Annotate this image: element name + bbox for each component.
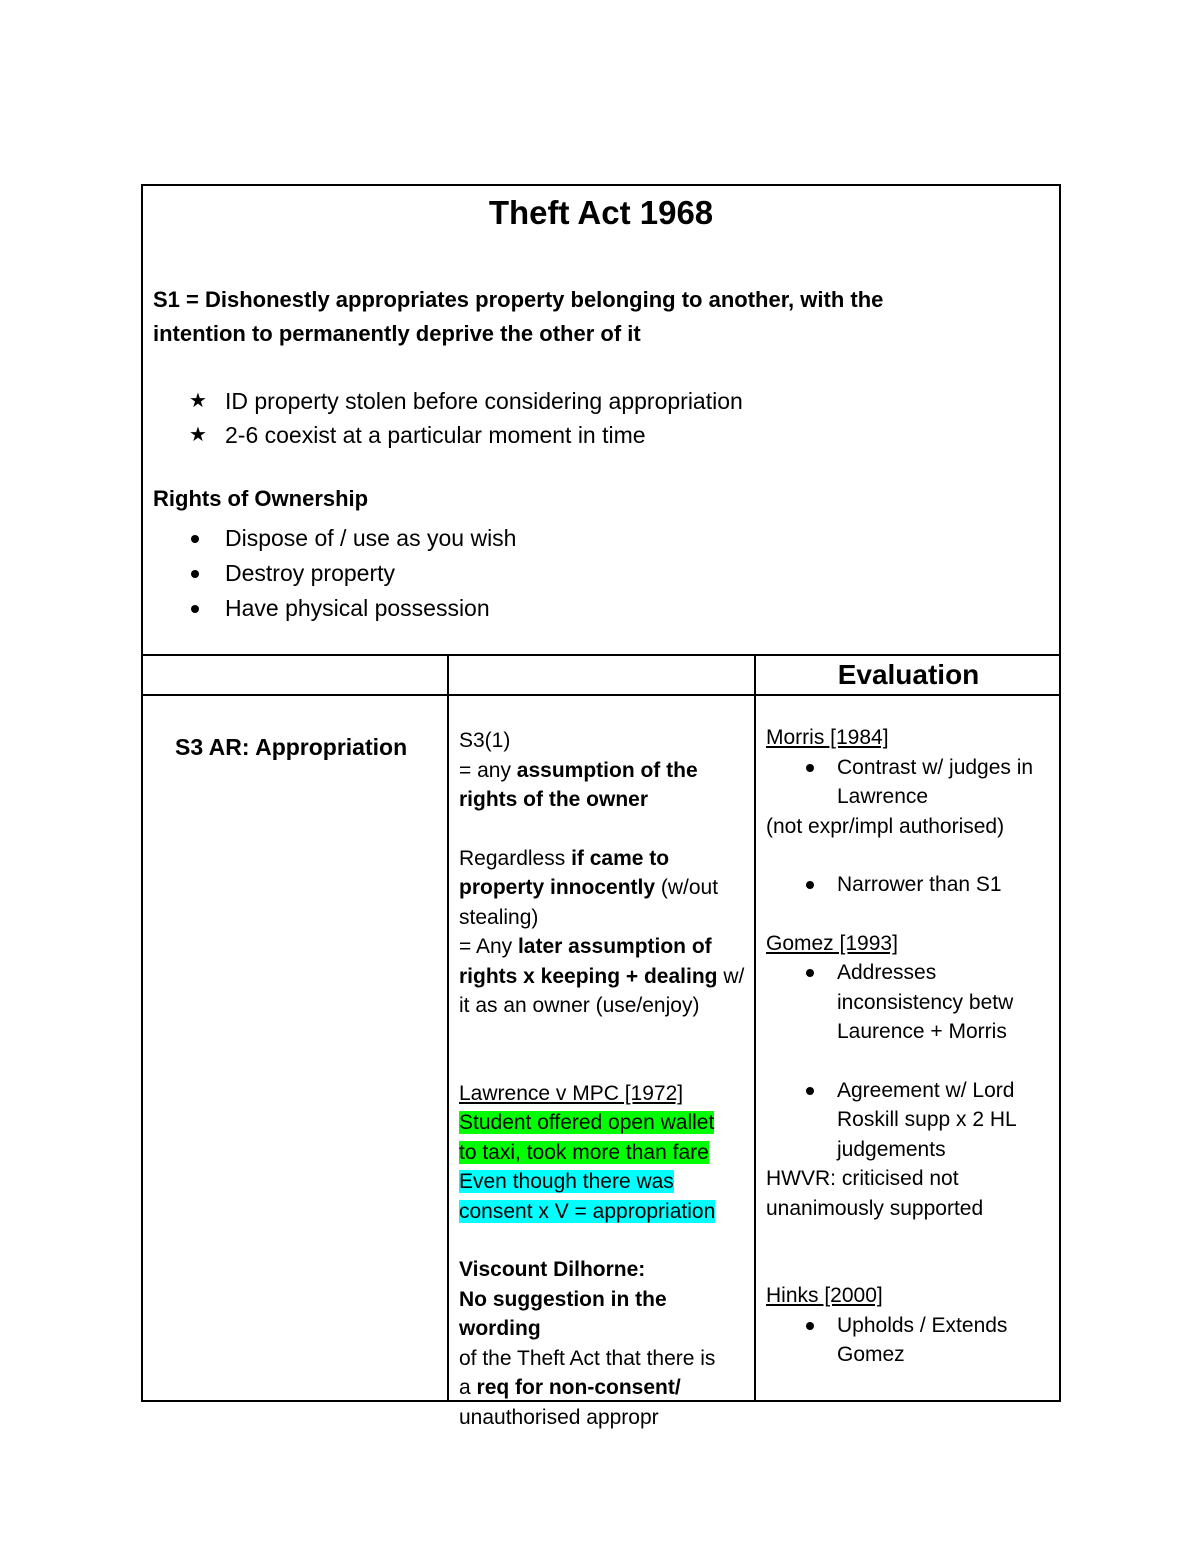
list-item <box>766 1076 1055 1165</box>
list-item-text: Have physical possession <box>225 595 490 621</box>
text-run: (w/out <box>655 876 719 899</box>
evaluation-column <box>756 696 1061 1400</box>
text-run: assumption of the <box>516 758 698 782</box>
case-citation: Morris [1984] <box>766 726 889 749</box>
list-item-text: Destroy property <box>225 560 396 586</box>
text-line <box>459 1108 748 1138</box>
bullet-icon <box>806 969 814 977</box>
bullet-icon <box>806 881 814 889</box>
list-item-text: Addresses <box>837 961 937 984</box>
text-line: rights of the owner <box>459 788 648 811</box>
text-run: = Any <box>459 935 518 958</box>
text-run: No suggestion in the <box>459 1287 667 1311</box>
star-list <box>189 384 743 452</box>
case-citation: Lawrence v MPC [1972] <box>459 1081 684 1105</box>
list-item-text: Contrast w/ judges in <box>837 755 1034 779</box>
text-line <box>459 1373 748 1403</box>
highlight-cyan: Even though there was <box>459 1170 674 1193</box>
bullet-icon <box>806 1322 814 1330</box>
list-item-text: Agreement w/ Lord <box>837 1078 1015 1102</box>
s1-line: intention to permanently deprive the other of it <box>153 321 641 346</box>
text-run: property innocently <box>459 876 656 899</box>
text-line <box>459 844 748 874</box>
list-item <box>189 418 743 452</box>
document-title: Theft Act 1968 <box>488 194 714 231</box>
text-line <box>459 932 748 962</box>
text-run: = any <box>459 758 517 782</box>
text-line: (not expr/impl authorised) <box>766 814 1005 838</box>
rights-list <box>189 521 516 626</box>
s1-line: S1 = Dishonestly appropriates property belonging to another, with the <box>153 287 884 312</box>
list-item <box>189 591 516 626</box>
bullet-icon <box>191 605 199 613</box>
bullet-icon <box>806 1087 814 1095</box>
text-line <box>459 873 748 903</box>
list-item-text: Narrower than S1 <box>837 873 1002 896</box>
list-item-text: Laurence + Morris <box>837 1020 1007 1043</box>
topic-label: S3 AR: Appropriation <box>175 734 408 760</box>
star-icon: ★ <box>189 424 207 446</box>
text-line <box>459 1285 748 1344</box>
highlight-green: Student offered open wallet <box>459 1111 715 1134</box>
list-item <box>189 521 516 556</box>
bullet-icon <box>806 764 814 772</box>
law-column <box>449 696 754 1429</box>
list-item-text: Gomez <box>837 1343 905 1366</box>
text-line: unanimously supported <box>766 1196 984 1220</box>
rights-heading: Rights of Ownership <box>153 486 369 511</box>
topic-column <box>143 696 447 1400</box>
bullet-icon <box>191 570 199 578</box>
highlight-cyan: consent x V = appropriation <box>459 1199 716 1223</box>
text-line <box>459 1167 748 1197</box>
text-run: req for non-consent/ <box>476 1376 681 1399</box>
list-item-text: Upholds / Extends <box>837 1313 1008 1337</box>
s1-definition <box>153 283 1033 351</box>
text-run: Regardless <box>459 846 572 870</box>
text-run: later assumption of <box>517 935 712 958</box>
text-line <box>459 1197 748 1227</box>
list-item-text: Roskill supp x 2 HL <box>837 1108 1017 1131</box>
list-item <box>766 958 1055 1047</box>
list-item <box>766 870 1055 900</box>
text-run: wording <box>459 1317 541 1340</box>
list-item-text: ID property stolen before considering appropriation <box>225 388 743 414</box>
text-line: of the Theft Act that there is <box>459 1346 716 1370</box>
text-line: HWVR: criticised not <box>766 1167 959 1190</box>
list-item-text: Lawrence <box>837 785 929 808</box>
text-run: w/ <box>717 964 745 988</box>
text-run: a <box>459 1376 477 1399</box>
text-line: stealing) <box>459 905 539 929</box>
list-item-text: judgements <box>837 1137 946 1161</box>
table-header-row <box>143 656 1059 696</box>
list-item-text: 2-6 coexist at a particular moment in time <box>225 422 646 448</box>
text-line: unauthorised appropr <box>459 1405 659 1429</box>
text-line <box>459 962 748 992</box>
text-run: if came to <box>571 846 670 870</box>
case-citation: Hinks [2000] <box>766 1284 883 1307</box>
bullet-icon <box>191 535 199 543</box>
evaluation-header: Evaluation <box>837 659 980 690</box>
notes-table <box>141 184 1061 1429</box>
text-line <box>459 1138 748 1168</box>
highlight-green: to taxi, took more than fare <box>459 1140 709 1164</box>
text-line <box>459 756 748 786</box>
case-citation: Gomez [1993] <box>766 931 898 955</box>
intro-cell <box>143 186 1059 656</box>
list-item <box>766 753 1055 812</box>
text-line: it as an owner (use/enjoy) <box>459 994 700 1017</box>
star-icon: ★ <box>189 390 207 412</box>
list-item <box>766 1311 1055 1370</box>
section-heading: S3(1) <box>459 729 511 752</box>
list-item-text: Dispose of / use as you wish <box>225 525 517 551</box>
text-run: rights x keeping + dealing <box>459 964 718 988</box>
judge-name: Viscount Dilhorne: <box>459 1258 646 1281</box>
list-item <box>189 556 516 591</box>
list-item <box>189 384 743 418</box>
list-item-text: inconsistency betw <box>837 990 1014 1014</box>
